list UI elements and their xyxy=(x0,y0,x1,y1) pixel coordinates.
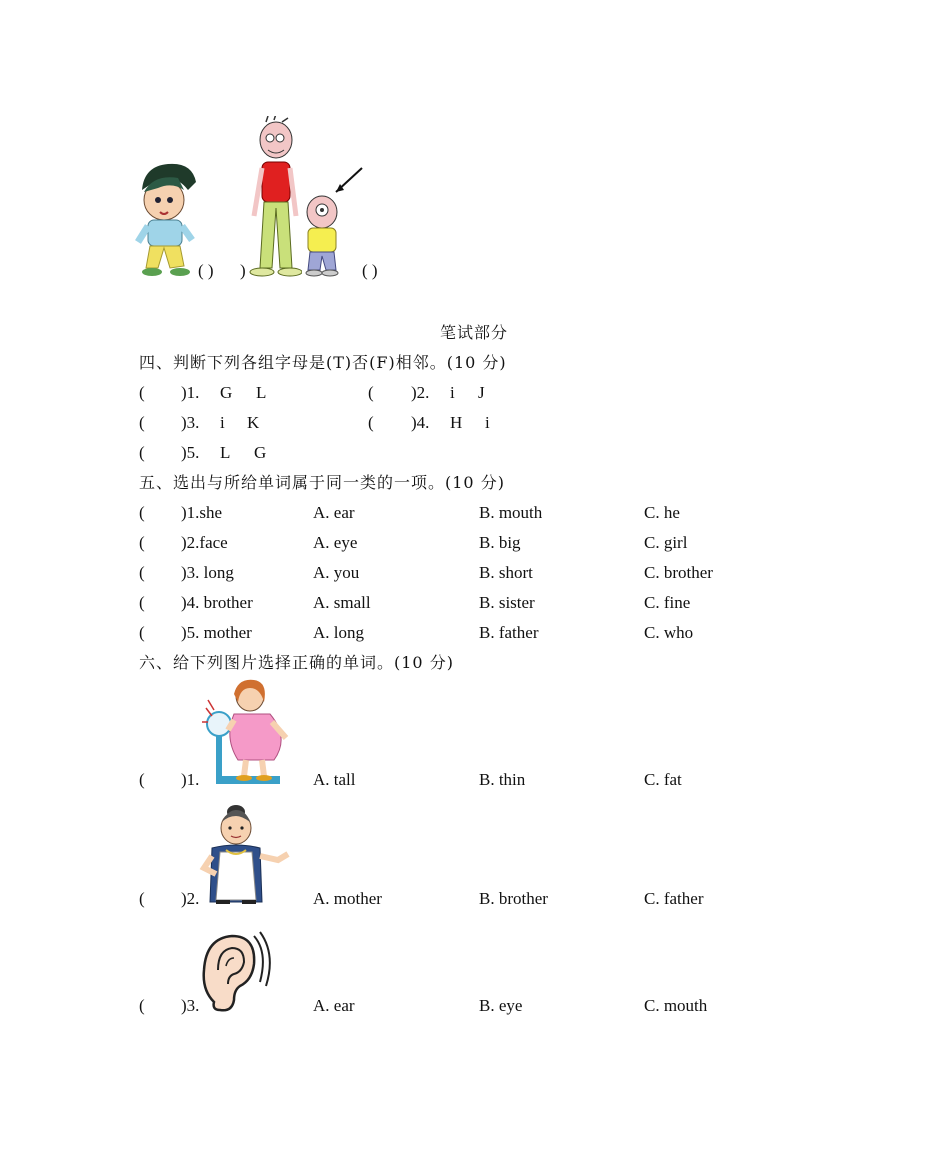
question-word: )3. long xyxy=(181,563,234,582)
option-a: A. small xyxy=(313,593,371,612)
letter-b: G xyxy=(254,443,267,462)
item-blank: ( xyxy=(139,443,145,462)
item-number: )5. xyxy=(181,443,200,462)
letter-b: i xyxy=(485,413,490,432)
letter-a: i xyxy=(450,383,455,402)
item-blank: ( xyxy=(139,413,145,432)
item-number: )4. xyxy=(411,413,430,432)
answer-blank-1: ( ) xyxy=(198,261,214,280)
mother-illustration xyxy=(198,804,294,908)
ear-illustration xyxy=(198,930,272,1014)
option-c: C. fine xyxy=(644,593,691,612)
option-c: C. he xyxy=(644,503,680,522)
option-a: A. mother xyxy=(313,889,382,908)
option-c: C. who xyxy=(644,623,694,642)
option-a: A. eye xyxy=(313,533,358,552)
question-word: )5. mother xyxy=(181,623,252,642)
option-b: B. eye xyxy=(479,996,523,1015)
answer-blank-2: ( ) xyxy=(362,261,378,280)
answer-blank-1-close: ) xyxy=(240,261,246,280)
option-a: A. you xyxy=(313,563,360,582)
letter-b: K xyxy=(247,413,260,432)
item-blank: ( xyxy=(139,383,145,402)
item-blank: ( xyxy=(368,383,374,402)
option-b: B. mouth xyxy=(479,503,543,522)
item-blank: ( xyxy=(139,996,145,1015)
option-a: A. tall xyxy=(313,770,356,789)
option-c: C. girl xyxy=(644,533,688,552)
option-b: B. short xyxy=(479,563,533,582)
option-a: A. ear xyxy=(313,503,355,522)
item-number: )3. xyxy=(181,996,200,1015)
option-c: C. brother xyxy=(644,563,713,582)
option-c: C. mouth xyxy=(644,996,708,1015)
option-a: A. ear xyxy=(313,996,355,1015)
option-b: B. thin xyxy=(479,770,526,789)
option-c: C. father xyxy=(644,889,704,908)
option-b: B. sister xyxy=(479,593,535,612)
item-blank: ( xyxy=(139,593,145,612)
item-blank: ( xyxy=(139,503,145,522)
item-blank: ( xyxy=(139,563,145,582)
item-blank: ( xyxy=(368,413,374,432)
option-b: B. brother xyxy=(479,889,548,908)
item-blank: ( xyxy=(139,770,145,789)
section4-heading: 四、判断下列各组字母是(T)否(F)相邻。(10 分) xyxy=(139,353,507,372)
letter-a: H xyxy=(450,413,463,432)
option-b: B. big xyxy=(479,533,521,552)
letter-a: G xyxy=(220,383,233,402)
item-blank: ( xyxy=(139,889,145,908)
question-word: )4. brother xyxy=(181,593,253,612)
item-number: )1. xyxy=(181,383,200,402)
question-word: )1.she xyxy=(181,503,223,522)
item-number: )1. xyxy=(181,770,200,789)
item-number: )3. xyxy=(181,413,200,432)
option-b: B. father xyxy=(479,623,539,642)
boy-illustration xyxy=(134,160,202,278)
written-part-title: 笔试部分 xyxy=(440,323,509,342)
letter-a: i xyxy=(220,413,225,432)
item-blank: ( xyxy=(139,533,145,552)
item-blank: ( xyxy=(139,623,145,642)
section5-heading: 五、选出与所给单词属于同一类的一项。(10 分) xyxy=(139,473,505,492)
section6-heading: 六、给下列图片选择正确的单词。(10 分) xyxy=(139,653,454,672)
letter-a: L xyxy=(220,443,231,462)
tall-man-illustration xyxy=(244,116,302,278)
fat-woman-illustration xyxy=(198,678,296,786)
item-number: )2. xyxy=(411,383,430,402)
option-a: A. long xyxy=(313,623,364,642)
question-word: )2.face xyxy=(181,533,228,552)
item-number: )2. xyxy=(181,889,200,908)
letter-b: L xyxy=(256,383,267,402)
option-c: C. fat xyxy=(644,770,682,789)
letter-b: J xyxy=(478,383,485,402)
short-man-illustration xyxy=(300,166,366,278)
